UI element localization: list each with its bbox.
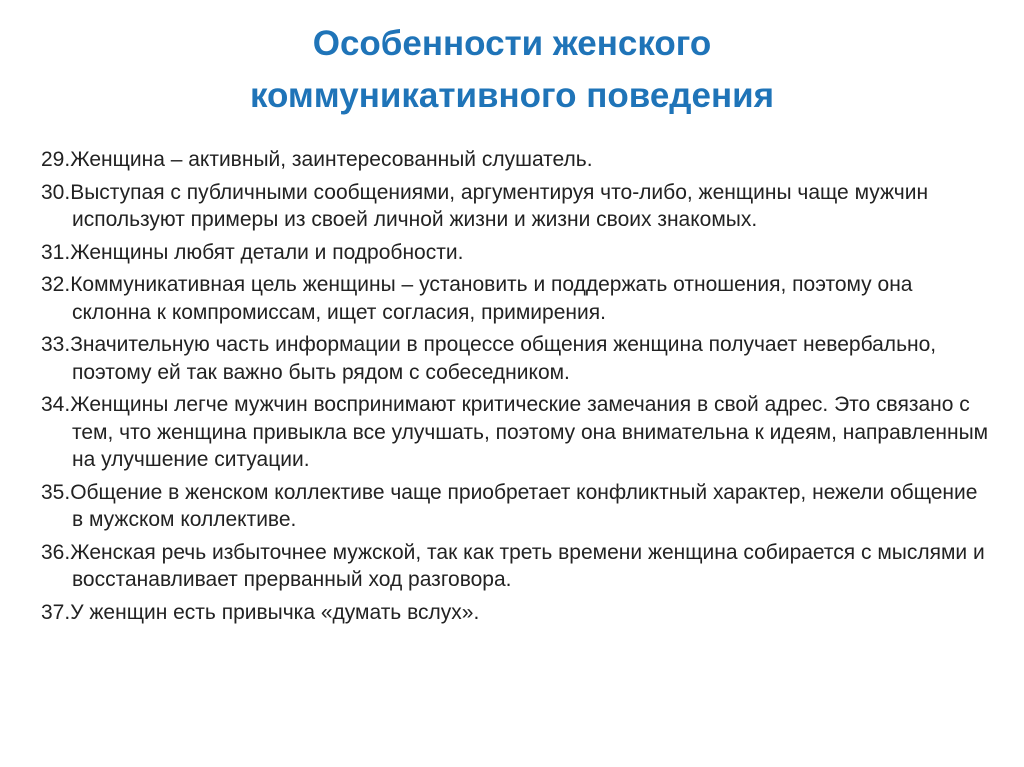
list-item-32: 32.Коммуникативная цель женщины – установить и поддержать отношения, поэтому она склонна к компромиссам, ищет согласия, примирения. (41, 273, 913, 324)
list-item-33: 33.Значительную часть информации в процессе общения женщина получает невербально, поэтому ей так важно быть рядом с собеседником. (41, 333, 937, 384)
list-item-34: 34.Женщины легче мужчин воспринимают критические замечания в свой адрес. Это связано с тем, что женщина привыкла все улучшать, поэтому она внимательна к идеям, направленным на улучшение ситуации. (41, 393, 989, 471)
list-item-31: 31.Женщины любят детали и подробности. (41, 240, 464, 264)
list-item-29: 29.Женщина – активный, заинтересованный слушатель. (41, 148, 593, 171)
list-item-37: 37.У женщин есть привычка «думать вслух». (41, 600, 480, 624)
list-item-36: 36.Женская речь избыточнее мужской, так как треть времени женщина собирается с мыслями и восстанавливает прерванный ход разговора. (41, 540, 985, 591)
slide-title-line-1: Особенности женского (312, 24, 712, 63)
slide-title-line-2: коммуникативного поведения (249, 76, 775, 115)
list-item-30: 30.Выступая с публичными сообщениями, аргументируя что-либо, женщины чаще мужчин используют примеры из своей личной жизни и жизни своих знакомых. (41, 180, 929, 231)
slide-title (0, 18, 1024, 122)
list-item-35: 35.Общение в женском коллективе чаще приобретает конфликтный характер, нежели общение в мужском коллективе. (41, 480, 978, 531)
feature-list (41, 146, 991, 631)
